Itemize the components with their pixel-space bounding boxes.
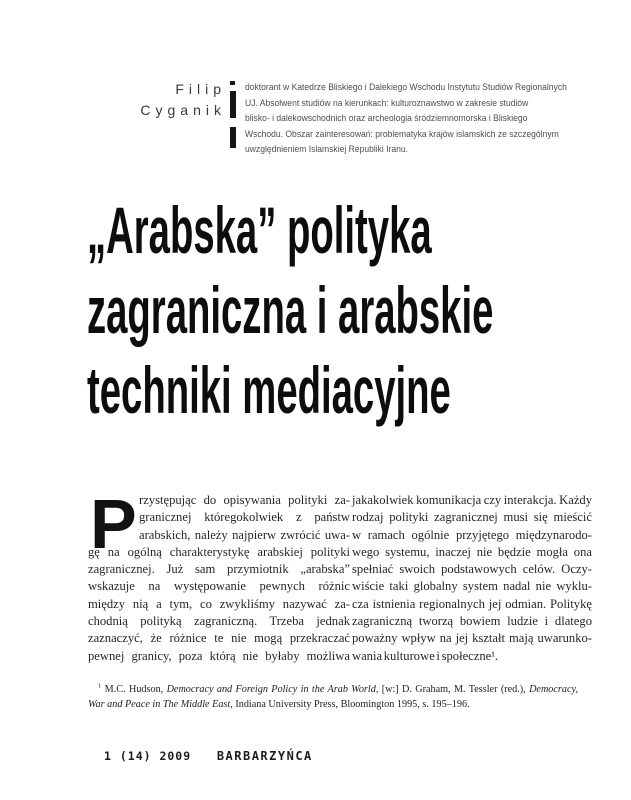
- author-bio-line: UJ. Absolwent studiów na kierunkach: kulturoznawstwo w zakresie studiów: [245, 97, 529, 108]
- author-bio-line: Wschodu. Obszar zainteresowań: problematyka krajów islamskich ze szczególnym: [245, 128, 559, 139]
- article-title-line: „Arabska” polityka: [87, 193, 432, 267]
- body-column-right: [352, 492, 592, 665]
- author-divider-bar-segment: [230, 127, 236, 148]
- footnote-part: M.C. Hudson,: [101, 684, 167, 695]
- body-text-line: zaznaczyć, że różnice te nie mogą przekraczać: [88, 631, 350, 646]
- body-text-line: rzystępując do opisywania polityki za-: [139, 493, 350, 507]
- body-text-line: w ramach ogólnie przyjętego międzynarodo-: [352, 527, 592, 542]
- footnote-part: , Indiana University Press, Bloomington 1995, s. 195–196.: [230, 699, 470, 710]
- body-text-line: zagranicznej. Już sam przymiotnik „arabska”: [88, 562, 350, 577]
- body-text-line: poważny wpływ na jej kształt mają uwarunko-: [352, 631, 592, 646]
- author-bio-line: uwzględnieniem Islamskiej Republiki Iranu.: [245, 144, 409, 154]
- body-text-line: wego systemu, inaczej nie będzie mogła ona: [352, 544, 592, 559]
- footnote-part: Democracy, War and Peace in The Middle East: [88, 684, 578, 710]
- article-title: [87, 190, 631, 430]
- author-divider-bar-segment: [230, 91, 236, 118]
- body-text-line: wania kulturowe i społeczne¹.: [352, 648, 499, 663]
- author-bio-line: blisko- i dalekowschodnich oraz archeologia śródziemnomorska i Bliskiego: [245, 113, 528, 123]
- body-text-line: jakakolwiek komunikacja czy interakcja. Każdy: [352, 493, 592, 507]
- author-first-name: Filip: [175, 81, 226, 97]
- footnote-part: Democracy and Foreign Policy in the Arab World: [166, 684, 376, 695]
- author-bio-line: doktorant w Katedrze Bliskiego i Dalekiego Wschodu Instytutu Studiów Regionalnych: [245, 82, 567, 92]
- drop-cap: P: [90, 485, 137, 563]
- author-bio: [245, 80, 567, 158]
- footer-issue-number: 1 (14) 2009: [104, 749, 192, 763]
- body-text-line: wiście taki globalny system nadal nie wyklu-: [352, 579, 592, 594]
- body-text-line: spełniać swoich podstawowych celów. Oczy-: [352, 562, 592, 577]
- body-text-line: rodzaj polityki zagranicznej musi się mieścić: [352, 510, 592, 525]
- page-footer: [104, 745, 313, 764]
- body-text-line: granicznej któregokolwiek z państw: [139, 510, 350, 525]
- footnote: [88, 682, 578, 712]
- author-divider-bar-segment: [230, 81, 235, 85]
- body-text-line: między nią a tym, co zwykliśmy nazywać za-: [88, 596, 350, 611]
- author-last-name: Cyganik: [140, 102, 226, 118]
- body-text-line: chodnią polityką zagraniczną. Trzeba jednak: [88, 614, 350, 629]
- footnote-part: , [w:] D. Graham, M. Tessler (red.),: [375, 684, 530, 695]
- footnote-part: 1: [98, 682, 102, 690]
- body-text-line: gę na ogólną charakterystykę arabskiej polityki: [88, 544, 350, 559]
- body-text-line: zagraniczną tworzą bowiem ludzie i dlatego: [352, 614, 592, 629]
- body-text-line: pewnej granicy, poza którą nie byłaby możliwa: [88, 648, 350, 663]
- body-text-line: cza istnienia regionalnych jej odmian. Politykę: [352, 596, 592, 611]
- article-title-line: techniki mediacyjne: [87, 353, 451, 427]
- article-title-line: zagraniczna i arabskie: [87, 273, 494, 347]
- body-column-left: [88, 485, 350, 665]
- body-text-line: wskazuje na występowanie pewnych różnic: [88, 579, 350, 594]
- author-name: [95, 79, 226, 121]
- body-text-line: arabskich, należy najpierw zwrócić uwa-: [139, 527, 350, 542]
- footer-journal-logo: BARBARZYŃCA: [216, 749, 313, 763]
